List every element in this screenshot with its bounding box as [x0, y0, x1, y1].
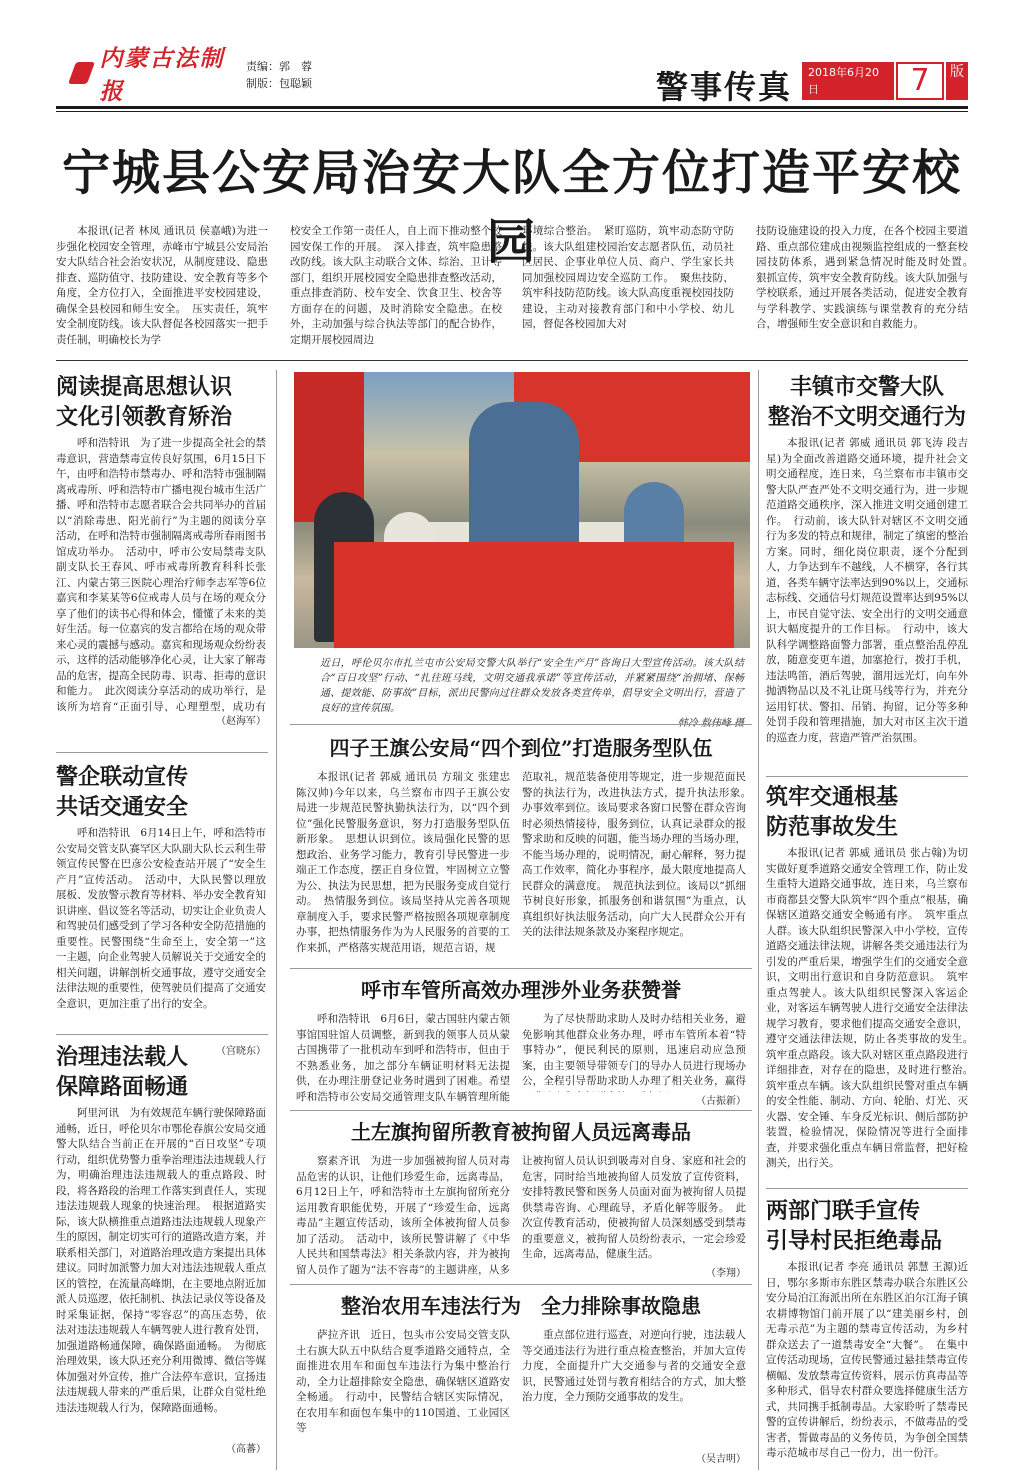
lead-col-1	[56, 224, 268, 348]
news-photo	[294, 372, 750, 648]
center-article-3-col-1	[296, 1154, 510, 1278]
right-article-3	[766, 1196, 968, 1480]
article-signature: （赵海军）	[216, 716, 266, 727]
lead-col-3	[522, 224, 734, 333]
article-title-line: 治理违法载人	[56, 1044, 189, 1070]
date-box	[802, 62, 894, 100]
divider	[290, 1110, 752, 1111]
article-signature: （吴吉明）	[696, 1454, 746, 1465]
article-title-line: 整治不文明交通行为	[767, 404, 966, 430]
left-article-2	[56, 762, 266, 1057]
section-title: 警事传真	[656, 68, 793, 106]
article-body-text: 范取礼，规范装备使用等规定，进一步规范面民警的执法行为，改进执法方式，提升执法形象。 办事效率到位。该局要求各窗口民警在群众咨询时必须热情接待，服务到位，认真记录群众的报警求助和反映的问题，能当场办理的当场办理，不能当场办理的，说明情况，耐心解释，努力提高工作效率，简化办事程序，最大限度地提高人民群众的满意度。 规范执法到位。该局以“抓细节树良好形象，抓服务创和谐氛围”为重点，认真组织好执法服务活动，向广大人民群众公开有关的法律法规条款及办案程序规定。	[522, 771, 746, 938]
article-body-text: 察素齐讯 为进一步加强被拘留人员对毒品危害的认识，让他们珍爱生命，远离毒品，6月12日上午，呼和浩特市土左旗拘留所充分运用教育职能优势，开展了“珍爱生命，远离毒品”主题宣传活动，该所全体被拘留人员参加了活动。 活动中，该所民警讲解了《中华人民共和国禁毒法》相关条款内容，并为被拘留人员作了题为“法不容毒”的主题讲座，从多	[296, 1155, 510, 1276]
article-body	[56, 1106, 266, 1440]
article-body	[766, 436, 968, 776]
article-title-line: 防范事故发生	[766, 814, 899, 840]
lead-headline: 宁城县公安局治安大队全方位打造平安校园	[61, 145, 962, 270]
center-article-1-col-2	[522, 770, 746, 962]
article-title-line: 引导村民拒绝毒品	[766, 1228, 943, 1254]
page-suffix: 版	[946, 62, 968, 100]
article-body-text: 本报讯(记者 李亮 通讯员 郭慧 王源)近日，鄂尔多斯市东胜区禁毒办联合东胜区公安分局泊江海派出所在东胜区泊尔江海子镇农耕博物馆门前开展了以“建美丽乡村，创无毒示范”为主题的禁毒宣传活动，为乡村群众送去了一道禁毒安全“大餐”。 在集中宣传活动现场，宣传民警通过悬挂禁毒宣传横幅、发放禁毒宣传资料，展示仿真毒品等多种形式，倡导农村群众要选择健康生活方式，共同携手抵制毒品。大家聆听了禁毒民警的宣传讲解后，纷纷表示，不做毒品的受害者，誓做毒品的义务传员，为争创全国禁毒示范城市尽自己一份力，出一份汗。	[766, 1261, 968, 1459]
article-body-text: 为了尽快帮助求助人及时办结相关业务，避免影响其他群众业务办理，呼市车管所本着“特事特办”，便民利民的原则，迅速启动应急预案，由主要领导带领专门的导办人员进行现场办公，全程引导帮助求助人办理了相关业务，赢得	[522, 1013, 746, 1087]
article-body-text: 阿里河讯 为有效规范车辆行驶保障路面通畅，近日，呼伦贝尔市鄂伦春旗公安局交通警大队结合当前正在开展的“百日攻坚”专项行动，组织优势警力重拳治理违法违规载人行为，明确治理违法违规载人的重点路段、时段，将各路段的治理工作落实到責任人，实现违法违规载人现象的快速治理。 根据道路实际，该大队横推重点道路违法违规载人现象产生的原因，制定切实可行的道路改造方案，并联系相关部门，对道路治理改造方案提出具体建议。同时加派警力加大对违法违规载人重点区的管控，在流量高峰期，在主要地点附近加派人员巡逻，依托制机、执法记录仪等设备及时采集证据，保持“零容忍”的高压态势，依法对违法违规载人车辆驾驶人进行教育处罚，加强道路畅通保障，确保路面通畅。 为彻底治理效果，该大队还充分利用微博、微信等媒体加强对外宣传，推广合法停车意识，宣扬违法违规载人带来的严重后果，让群众自觉杜绝违法违规载人行为，保障路面通畅。	[56, 1107, 266, 1414]
center-article-4-title: 整治农用车违法行为 全力排除事故隐患	[341, 1294, 701, 1318]
article-title-line: 丰镇市交警大队	[789, 374, 944, 400]
divider	[290, 968, 752, 969]
photo-red-table	[334, 542, 734, 648]
article-body	[56, 826, 266, 1042]
lead-col-4-text: 技防设施建设的投入力度，在各个校园主要道路、重点部位建成由视频监控组成的一整套校园技防体系，遇到紧急情况时能及时处置。 狠抓宣传，筑牢安全教育防线。该大队加强与学校联系，通过开展各类活动，促进安全教育与学科教学、实践演练与课堂教育的充分结合，增强师生安全意识和自救能力。	[756, 225, 979, 330]
header-rule	[56, 106, 968, 109]
center-article-4-col-1	[296, 1328, 510, 1452]
issue-date: 2018年6月20日	[808, 66, 879, 96]
lead-col-2	[290, 224, 502, 348]
center-article-2-col-2	[522, 1012, 746, 1092]
editor-label: 责编：郭 蓉	[246, 60, 312, 73]
left-column-rule	[276, 370, 277, 1470]
article-signature: （宫晓东）	[216, 1046, 266, 1057]
logo-mark-icon	[68, 62, 95, 84]
right-column-rule	[758, 370, 759, 1470]
article-body-text: 呼和浩特讯 为了进一步提高全社会的禁毒意识，营造禁毒宣传良好氛围，6月15日下午，由呼和浩特市禁毒办、呼和浩特市强制隔离戒毒所、呼和浩特市广播电视台城市生活广播、呼和浩特市志愿者联合会共同举办的首届以“消除毒患、阳光前行”为主题的阅读分享活动，在呼和浩特市强制隔离戒毒所春雨图书馆成功举办。 活动中，呼市公安局禁毒支队副支队长王春风、呼市戒毒所教育科科长张江、内蒙古第三医院心理治疗师李志军等6位嘉宾和李某某等6位戒毒人员与在场的观众分享了他们的读书心得和体会，懂懂了未来的美好生活。每一位嘉宾的发言都给在场的观众带来心灵的震撼与感动。嘉宾和现场观众纷纷表示，这样的活动能够净化心灵，让大家了解毒品的危害，提高全民防毒、识毒、拒毒的意识和能力。 此次阅读分享活动的成功举行，是该所为培育“正面引导，心理塑型，成功有	[56, 437, 266, 712]
article-body-text: 本报讯(记者 郭威 通讯员 张占翰)为切实做好夏季道路交通安全管理工作，防止发生重特大道路交通事故，连日来，乌兰察布市商都县交警大队筑牢“四个重点”根基，确保辖区道路交通安全畅通有序。 筑牢重点人群。该大队组织民警深入中小学校，宣传道路交通法律法规，讲解各类交通违法行为引发的严重后果，增强学生们的交通安全意识，文明出行意识和自身防范意识。 筑牢重点驾驶人。该大队组织民警深入客运企业，对客运车辆驾驶人进行交通安全法律法规学习教育，要求他们提高交通安全意识，遵守交通法律法规，防止各类事故的发生。 筑牢重点路段。该大队对辖区重点路段进行详细排查，对存在的隐患，及时进行整治。 筑牢重点车辆。该大队组织民警对重点车辆的安全性能、制动、方向、轮胎、灯光、灭火器、安全锤、车身反光标识、侧后部防护装置，检验情况，保险情况等进行全面排查，并要求强化重点车辆日常监督，把好检测关，出行关。	[766, 847, 968, 1169]
article-body-text: 本报讯(记者 郭威 通讯员 郭飞涛 段吉星)为全面改善道路交通环境，提升社会文明交通程度，连日来，乌兰察布市丰镇市交警大队严查严处不文明交通行为，进一步规范道路交通秩序，深入推进文明交通创建工作。 行动前，该大队针对辖区不文明交通行为多发的特点和规律，制定了缜密的整治方案。同时，细化岗位职责，逐个分配到人，力争达到车不越线，人不横穿，各行其道，各类车辆守法率达到90%以上，交通标志标线、交通信号灯规范设置率达到95%以上，市民自觉守法、安全出行的文明交通意识大幅度提升的工作目标。 行动中，该大队科学调整路面警力部署，重点整治乱停乱放，随意变更车道，加塞抢行，拨打手机，违法鸣笛，酒后驾驶，溜用远光灯，向车外抛洒物品以及不礼让斑马线等行为，并充分运用钉状、警扣、吊销、拘留，记分等多种处罚手段和管理措施，加大对市区主次干道的巡查力度，营造严管严治氛围。	[766, 437, 968, 744]
article-body	[766, 846, 968, 1192]
lead-col-4	[756, 224, 979, 333]
divider	[56, 752, 268, 753]
center-article-2-title: 呼市车管所高效办理涉外业务获赞誉	[361, 978, 681, 1002]
center-article-1-title: 四子王旗公安局“四个到位”打造服务型队伍	[329, 736, 713, 760]
layout-label: 制版：包聪颖	[246, 77, 312, 90]
right-article-1	[766, 372, 968, 776]
header-rule-thin	[56, 111, 968, 112]
article-title-line: 保障路面畅通	[56, 1074, 189, 1100]
center-article-4-col-2	[522, 1328, 746, 1438]
masthead-logo	[72, 45, 232, 105]
divider	[290, 1284, 752, 1285]
article-body-text: 萨拉齐讯 近日，包头市公安局交管支队土右旗大队五中队结合夏季道路交通特点，全面推进农用车和面包车违法行为集中整治行动，全力让超排除安全隐患，确保辖区道路安全畅通。 行动中，民警结合辖区实际情况，在农用车和面包车集中的110国道、工业园区等	[296, 1329, 510, 1434]
divider	[290, 724, 752, 725]
center-article-3-title: 土左旗拘留所教育被拘留人员远离毒品	[351, 1120, 691, 1144]
editor-credits	[246, 58, 312, 92]
photo-caption	[320, 656, 744, 731]
page-number: 7	[896, 62, 944, 100]
divider	[56, 1034, 268, 1035]
article-title-line: 两部门联手宣传	[766, 1198, 921, 1224]
article-body-text: 让被拘留人员认识到吸毒对自身、家庭和社会的危害，同时给当地被拘留人员发放了宣传资料，安排特教民警和医务人员面对面为被拘留人员提供禁毒咨询、心理疏导，矛盾化解等服务。 此次宣传教育活动，使被拘留人员深刻感受到禁毒的重要意义，被拘留人员纷纷表示，一定会珍爱生命，远离毒品，健康生活。	[522, 1155, 746, 1260]
left-article-3	[56, 1042, 266, 1455]
article-body-text: 呼和浩特讯 6月14日上午，呼和浩特市公安局交管支队赛罕区大队副大队长云利生带领宣传民警在巴彦公安检查站开展了“安全生产月”宣传活动。 活动中，大队民警以理放展板、发放警示教育等材料、举办安全教育知识讲座、倡议签名等活动，切实让企业负责人和驾驶员们感受到了学习各种安全防范措施的重要性。民警围绕“生命至上，安全第一”这一主题，向企业驾驶人员解说关于交通安全的相关问题，讲解剖析交通事故，遵守交通安全法律法规的重要性，使驾驶员们提高了交通安全意识，更加注重了出行的安全。	[56, 827, 266, 1010]
left-article-1	[56, 372, 266, 727]
article-body	[56, 436, 266, 712]
lead-col-1-text: 本报讯(记者 林凤 通讯员 侯嘉峨)为进一步强化校园安全管理，赤峰市宁城县公安局治安大队结合社会治安状况，从制度建设、隐患排查、巡防值守、技防建设、安全教育等多个角度，全方位打入，全面推进平安校园建设，确保全县校园和师生安全。 压实责任，筑牢安全制度防线。该大队督促各校园落实一把手责任制，明确校长为学	[56, 225, 268, 346]
lead-col-3-text: 环境综合整治。 紧盯巡防，筑牢动态防守防线。该大队组建校园治安志愿者队伍，动员社区居民、企事业单位人员、商户、学生家长共同加强校园周边安全巡防工作。 聚焦技防，筑牢科技防范防线。该大队高度重视校园技防建设，主动对接教育部门和中小学校、幼儿园，督促各校园加大对	[522, 225, 734, 330]
center-article-1-col-1	[296, 770, 510, 962]
photo-caption-text: 近日，呼伦贝尔市扎兰屯市公安局交警大队举行“安全生产月”咨询日大型宣传活动。该大队结合“百日攻坚”行动、“扎往班马线，文明交通我承诺”等宣传活动，并紧紧围绕“治拥堵、保畅通、提效能、防事故”目标，派出民警向过往群众发放各类宣传单，倡导安全文明出行，营造了良好的宣传氛围。	[320, 658, 744, 714]
divider	[766, 776, 968, 777]
article-body	[766, 1260, 968, 1480]
article-signature: （李翔）	[706, 1268, 746, 1279]
center-article-3-col-2	[522, 1154, 746, 1264]
article-body-text: 重点部位进行巡查，对逆向行驶，违法载人等交通违法行为进行重点检查整治，并加大宣传力度，全面提升广大交通参与者的交通安全意识，民警通过处罚与教育相结合的方式，加大整治力度，全力预防交通事故的发生。	[522, 1329, 746, 1403]
center-article-2-col-1	[296, 1012, 510, 1106]
article-title-line: 共话交通安全	[56, 794, 189, 820]
article-title-line: 筑牢交通根基	[766, 784, 899, 810]
article-title-line: 阅读提高思想认识	[56, 374, 233, 400]
article-title-line: 文化引领教育矫治	[56, 404, 233, 430]
article-body-text: 本报讯(记者 郭威 通讯员 方瑞文 张建忠 陈汉帅)今年以来，乌兰察布市四子王旗公安局进一步规范民警执勤执法行为，以“四个到位”强化民警服务意识，努力打造服务型队伍新形象。 思想认识到位。该局强化民警的思想政治、业务学习能力，教育引导民警进一步端正工作态度，摆正自身位置，牢固树立立警为公、执法为民思想，把为民服务变成自觉行动。 热情服务到位。该局坚持从完善各项规章制度入手，要求民警严格按照各项规章制度办事，把热情服务作为为人民服务的首要的工作来抓，严格落实规范用语，规范言语，规	[296, 771, 510, 954]
right-article-2	[766, 782, 968, 1192]
lead-col-2-text: 校安全工作第一责任人，自上而下推动整个校园安保工作的开展。 深入排查，筑牢隐患整改防线。该大队主动联合文体、综治、卫计等部门，组织开展校园安全隐患排查整改活动，重点排查消防、校车安全、饮食卫生、校舍等方面存在的问题，及时消除安全隐患。在校外，主动加强与综合执法等部门的配合协作，定期开展校园周边	[290, 225, 502, 346]
article-signature: （古振新）	[696, 1096, 746, 1107]
article-body-text: 呼和浩特讯 6月6日，蒙古国驻内蒙古领事馆国驻馆人员调整，新到我的领事人员从蒙古国携带了一批机动车到呼和浩特市，但由于不熟悉业务，加之部分车辆证明材料无法提供，在办理注册登记业务时遇到了困难。希望呼和浩特市公安局交通管理支队车辆管理所能	[296, 1013, 510, 1103]
lead-divider	[56, 360, 968, 361]
logo-text: 内蒙古法制报	[99, 45, 225, 105]
article-signature: （高蕃）	[226, 1444, 266, 1455]
divider	[766, 1188, 968, 1189]
article-title-line: 警企联动宣传	[56, 764, 189, 790]
